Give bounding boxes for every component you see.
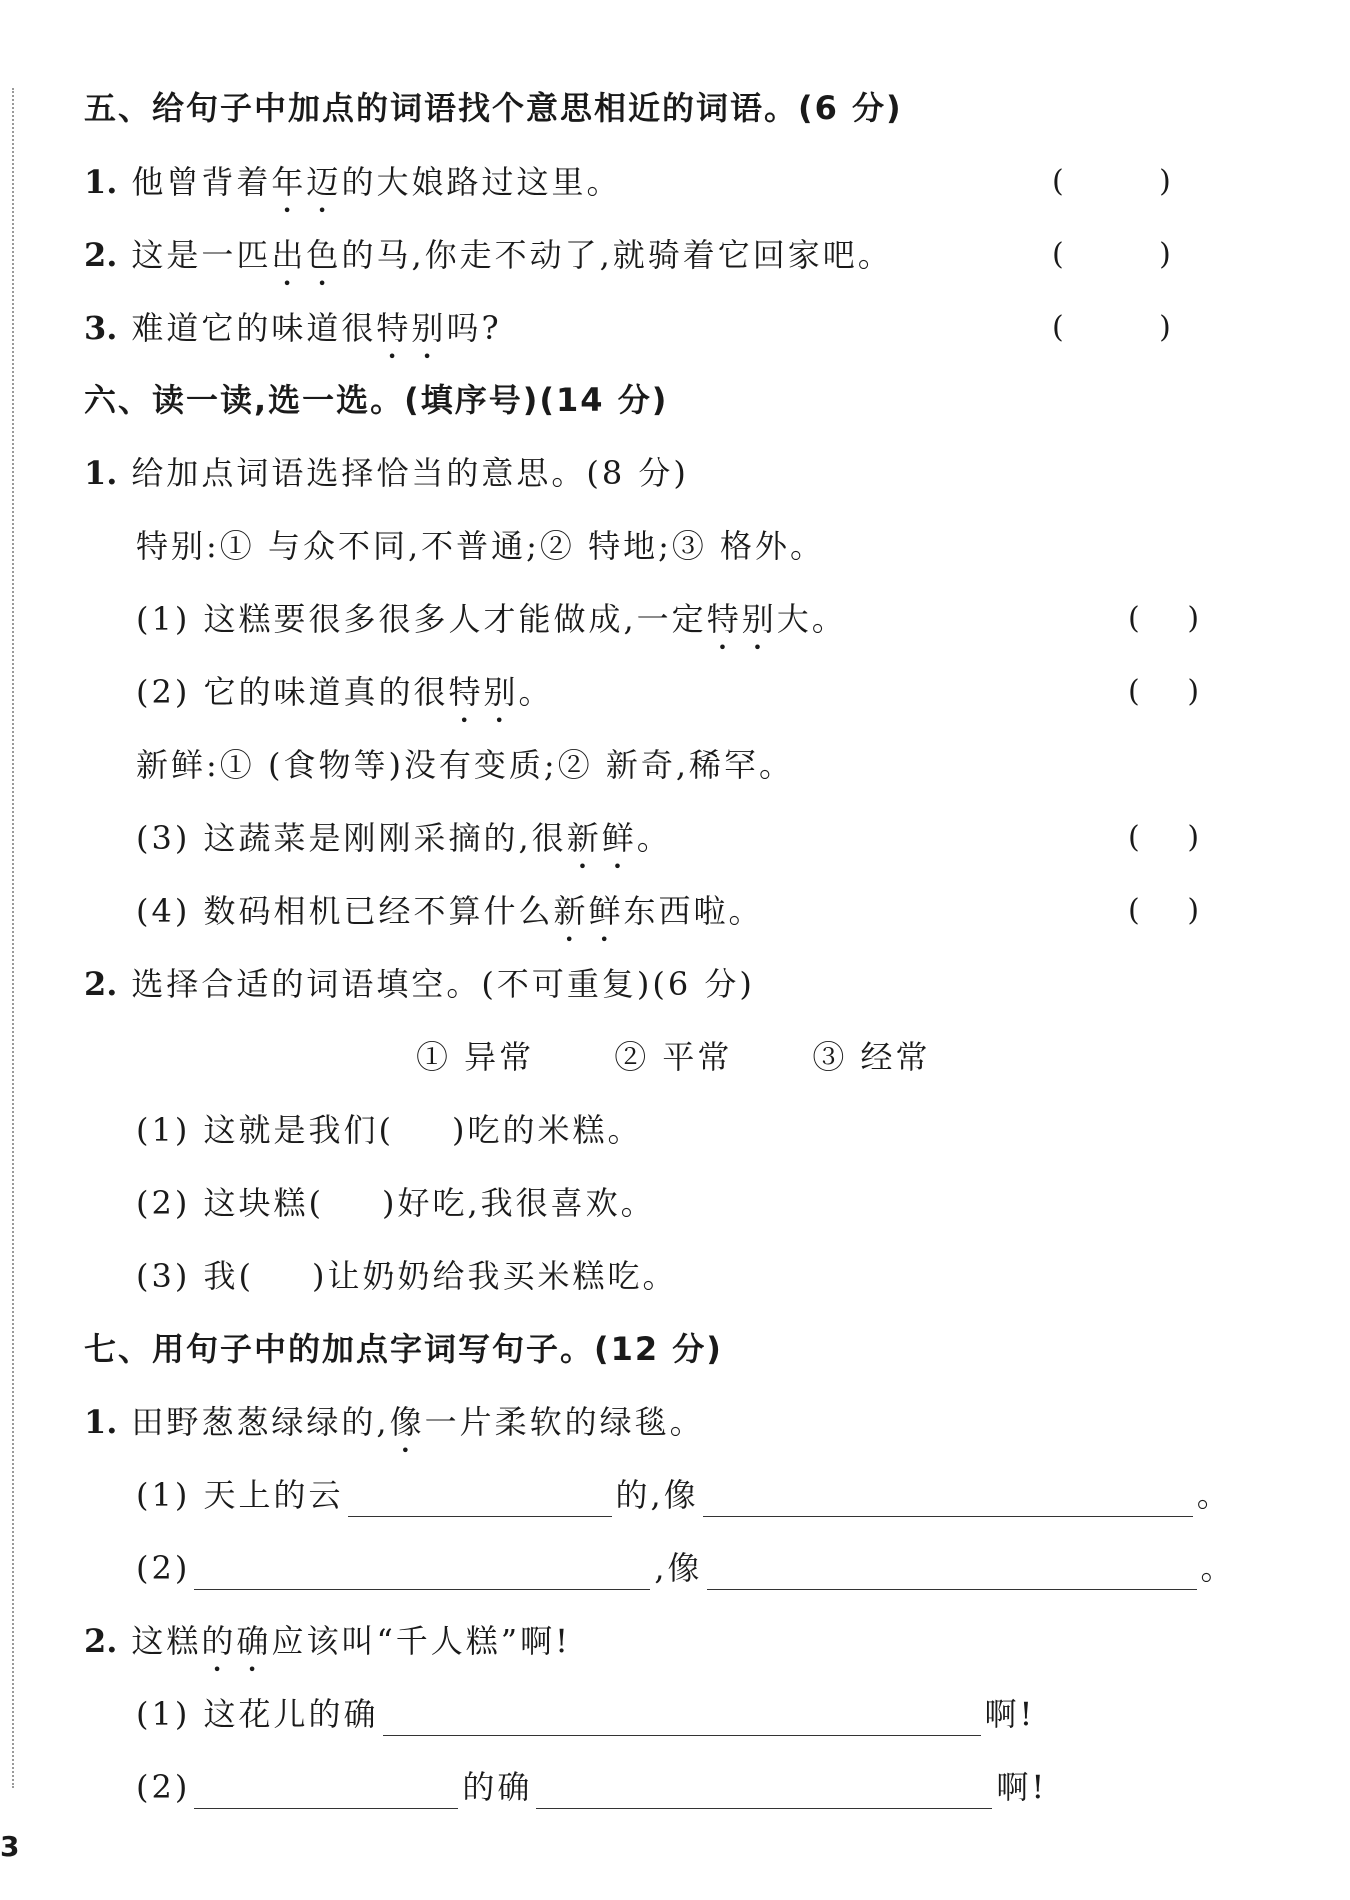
sec7-q1 xyxy=(84,1400,705,1460)
prompt-text: 。 xyxy=(1200,1549,1236,1587)
sentence-text: (2) 它的味道真的很 xyxy=(136,673,449,711)
sec6-q1-s1 xyxy=(136,597,847,657)
option-3: ③ 经常 xyxy=(812,1038,931,1076)
sentence-text: 东西啦。 xyxy=(623,892,764,930)
sentence-text: 吗? xyxy=(446,309,502,347)
sentence-text: (3) 我( xyxy=(136,1257,254,1295)
write-line[interactable] xyxy=(194,1555,650,1590)
question-text: 选择合适的词语填空。(不可重复)(6 分) xyxy=(131,965,755,1003)
sec6-q1-s4 xyxy=(136,889,764,949)
dotted-word: 新鲜 xyxy=(566,819,637,857)
write-line[interactable] xyxy=(348,1482,612,1517)
item-number: 3. xyxy=(84,309,118,347)
prompt-text: 的,像 xyxy=(615,1476,699,1514)
sec6-q2-f1 xyxy=(136,1108,643,1152)
prompt-text: 的确 xyxy=(462,1768,533,1806)
sentence-text: (1) 这糕要很多很多人才能做成,一定 xyxy=(136,600,707,638)
answer-paren[interactable]: ( ) xyxy=(1052,237,1171,272)
answer-paren[interactable]: ( ) xyxy=(1128,674,1200,709)
answer-paren[interactable]: ( ) xyxy=(1052,310,1171,345)
prompt-text: (1) 这花儿的确 xyxy=(136,1695,379,1733)
item-number: 1. xyxy=(84,163,118,201)
sentence-text: (2) 这块糕( xyxy=(136,1184,324,1222)
dotted-word: 年迈 xyxy=(271,163,342,201)
prompt-text: 。 xyxy=(1196,1476,1232,1514)
prompt-text: ,像 xyxy=(654,1549,703,1587)
sentence-text: )让奶奶给我买米糕吃。 xyxy=(312,1257,678,1295)
sentence-text: 。 xyxy=(518,673,554,711)
answer-paren[interactable]: ( ) xyxy=(1052,164,1171,199)
margin-dotted-rule xyxy=(12,88,14,1788)
section-6-title: 六、读一读,选一选。(填序号)(14 分) xyxy=(84,381,669,419)
question-text: 给加点词语选择恰当的意思。(8 分) xyxy=(131,454,689,492)
sentence-text: )好吃,我很喜欢。 xyxy=(382,1184,656,1222)
option-1: ① 异常 xyxy=(416,1038,535,1076)
dotted-word: 特别 xyxy=(448,673,519,711)
item-number: 2. xyxy=(84,1622,118,1660)
sentence-text: 的马,你走不动了,就骑着它回家吧。 xyxy=(341,236,893,274)
sec5-item-1 xyxy=(84,160,621,220)
sec6-q2-f3 xyxy=(136,1254,678,1298)
sec6-q2-f2 xyxy=(136,1181,656,1225)
sentence-text: (1) 这就是我们( xyxy=(136,1111,394,1149)
write-line[interactable] xyxy=(536,1774,992,1809)
item-number: 1. xyxy=(84,1403,118,1441)
section-5-title: 五、给句子中加点的词语找个意思相近的词语。(6 分) xyxy=(84,89,903,127)
answer-paren[interactable]: ( ) xyxy=(1128,601,1200,636)
dotted-word: 出色 xyxy=(271,236,342,274)
dotted-word: 特别 xyxy=(376,309,447,347)
sec7-q1-a2 xyxy=(136,1546,1236,1590)
sec5-item-3 xyxy=(84,306,502,366)
sentence-text: 田野葱葱绿绿的, xyxy=(131,1403,390,1441)
sentence-text: 这糕 xyxy=(131,1622,202,1660)
item-number: 2. xyxy=(84,965,118,1003)
prompt-text: 啊! xyxy=(984,1695,1036,1733)
sentence-text: 的大娘路过这里。 xyxy=(341,163,622,201)
sentence-text: 他曾背着 xyxy=(131,163,272,201)
sec7-q2-a1 xyxy=(136,1692,1035,1736)
sentence-text: 难道它的味道很 xyxy=(131,309,377,347)
item-number: 2. xyxy=(84,236,118,274)
sec6-q2 xyxy=(84,962,755,1006)
answer-paren[interactable]: ( ) xyxy=(1128,893,1200,928)
sentence-text: (3) 这蔬菜是刚刚采摘的,很 xyxy=(136,819,567,857)
dotted-word: 像 xyxy=(389,1403,425,1441)
sentence-text: 应该叫“千人糕”啊! xyxy=(271,1622,572,1660)
option-2: ② 平常 xyxy=(614,1038,733,1076)
sec5-item-2 xyxy=(84,233,893,293)
page-number: 3 xyxy=(0,1830,20,1863)
sec6-q1 xyxy=(84,451,689,495)
section-7-title: 七、用句子中的加点字词写句子。(12 分) xyxy=(84,1330,723,1368)
prompt-text: 啊! xyxy=(996,1768,1048,1806)
dotted-word: 新鲜 xyxy=(553,892,624,930)
sentence-text: 这是一匹 xyxy=(131,236,272,274)
sentence-text: 大。 xyxy=(776,600,847,638)
prompt-text: (2) xyxy=(136,1768,191,1806)
write-line[interactable] xyxy=(703,1482,1193,1517)
item-number: 1. xyxy=(84,454,118,492)
answer-paren[interactable]: ( ) xyxy=(1128,820,1200,855)
sec6-q1-s2 xyxy=(136,670,554,730)
dotted-word: 特别 xyxy=(706,600,777,638)
prompt-text: (1) 天上的云 xyxy=(136,1476,344,1514)
sec7-q1-a1 xyxy=(136,1473,1232,1517)
sentence-text: 。 xyxy=(636,819,672,857)
write-line[interactable] xyxy=(707,1555,1197,1590)
definition-xinxian: 新鲜:① (食物等)没有变质;② 新奇,稀罕。 xyxy=(136,746,795,784)
dotted-word: 的确 xyxy=(201,1622,272,1660)
sentence-text: 一片柔软的绿毯。 xyxy=(424,1403,705,1441)
sentence-text: (4) 数码相机已经不算什么 xyxy=(136,892,554,930)
sentence-text: )吃的米糕。 xyxy=(452,1111,643,1149)
sec6-q1-s3 xyxy=(136,816,672,876)
write-line[interactable] xyxy=(383,1701,981,1736)
sec7-q2-a2 xyxy=(136,1765,1047,1809)
sec7-q2 xyxy=(84,1619,571,1679)
definition-tebie: 特别:① 与众不同,不普通;② 特地;③ 格外。 xyxy=(136,527,826,565)
prompt-text: (2) xyxy=(136,1549,191,1587)
write-line[interactable] xyxy=(194,1774,458,1809)
word-options xyxy=(416,1035,931,1079)
